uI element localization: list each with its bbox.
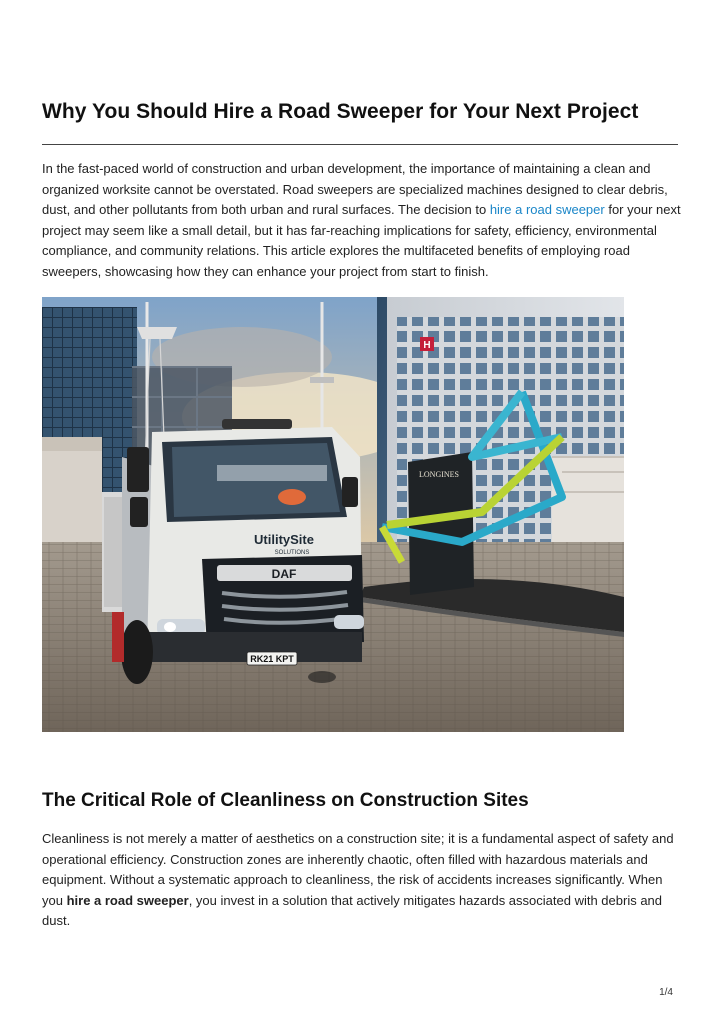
intro-text-after: for your next project may seem like a small detail, but it has far-reaching implications for safety, efficiency, environmental compliance, and community relations. This article explores the multifaceted benefits of employing road sweepers, showcasing how they can enhance your project from start to finish. <box>42 202 681 279</box>
section-text-before: Cleanliness is not merely a matter of aesthetics on a construction site; it is a fundamental aspect of safety and operational efficiency. Construction zones are inherently chaotic, often filled with hazardous materials and equipment. Without a systematic approach to cleanliness, the risk of accidents increases significantly. When you <box>42 831 674 908</box>
svg-text:H: H <box>423 340 431 351</box>
intro-text-before: In the fast-paced world of construction and urban development, the importance of maintaining a clean and organized worksite cannot be overstated. Road sweepers are specialized machines designed to clear debris, dust, and other pollutants from both urban and rural surfaces. The decision to <box>42 161 668 218</box>
title-divider <box>42 144 678 145</box>
longines-sign-text: LONGINES <box>419 470 459 479</box>
page-number: 1/4 <box>659 987 673 998</box>
number-plate-text: RK21 KPT <box>250 654 294 664</box>
truck-brand-text: UtilitySite <box>254 532 314 547</box>
section-bold-phrase: hire a road sweeper <box>66 892 189 908</box>
section-paragraph <box>42 829 682 932</box>
article-title: Why You Should Hire a Road Sweeper for Your Next Project <box>42 100 639 123</box>
hire-road-sweeper-link[interactable]: hire a road sweeper <box>489 202 605 218</box>
daf-badge-text: DAF <box>271 567 297 581</box>
intro-paragraph <box>42 159 682 283</box>
truck-brand-subtext: SOLUTIONS <box>274 550 310 556</box>
section-heading: The Critical Role of Cleanliness on Construction Sites <box>42 790 529 811</box>
section-text-after: , you invest in a solution that actively mitigates hazards associated with debris and dust. <box>42 892 663 929</box>
road-sweeper-photo <box>42 297 624 732</box>
